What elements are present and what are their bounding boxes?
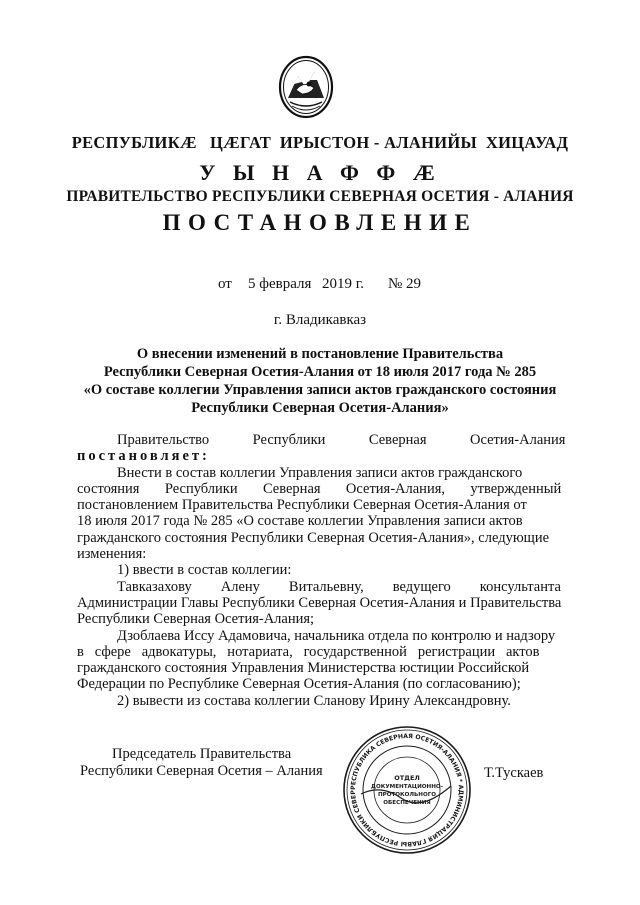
body-line: состояния Республики Северная Осетия-Алания, утвержденный (77, 480, 562, 497)
body-line: 18 июля 2017 года № 285 «О составе коллегии Управления записи актов (77, 513, 523, 530)
government-heading: ПРАВИТЕЛЬСТВО РЕСПУБЛИКИ СЕВЕРНАЯ ОСЕТИЯ - АЛАНИЯ (66, 188, 574, 205)
ossetian-decree-heading: У Ы Н А Ф Ф Æ (199, 160, 441, 185)
decree-title (0, 345, 640, 417)
decree-heading: ПОСТАНОВЛЕНИЕ (162, 210, 478, 235)
body-line: в сфере адвокатуры, нотариата, государственной регистрации актов (77, 643, 540, 660)
body-line: Внести в состав коллегии Управления записи актов гражданского (117, 464, 523, 481)
body-line: гражданского состояния Управления Министерства юстиции Российской (77, 660, 530, 677)
coat-of-arms-emblem (276, 54, 336, 120)
stamp-center-line-1: ОТДЕЛ (394, 774, 420, 782)
signatory-name: Т.Тускаев (484, 765, 544, 781)
stamp-center-line-4: ОБЕСПЕЧЕНИЯ (383, 800, 431, 806)
body-line: постановлением Правительства Республики Северная Осетия-Алания от (77, 497, 527, 514)
title-line-4: Республики Северная Осетия-Алания» (191, 400, 449, 416)
body-line: Правительство Республики Северная Осетия-Алания (117, 432, 566, 448)
body-line: Дзоблаева Иссу Адамовича, начальника отдела по контролю и надзору (117, 627, 556, 644)
body-line: гражданского состояния Республики Северная Осетия-Алания», следующие (77, 529, 550, 546)
body-line: Администрации Главы Республики Северная Осетия-Алания и Правительства (77, 594, 562, 611)
body-line: Федерации по Республике Северная Осетия-Алания (по согласованию); (77, 676, 521, 693)
title-line-2: Республики Северная Осетия-Алания от 18 июля 2017 года № 285 (103, 364, 537, 380)
ossetian-republic-heading: РЕСПУБЛИКÆ ЦÆГАТ ИРЫСТОН - АЛАНИЙЫ ХИЦАУАД (71, 133, 569, 152)
body-line: Тавказахову Алену Витальевну, ведущего консультанта (117, 578, 561, 595)
decree-number: № 29 (388, 276, 422, 292)
body-line: изменения: (77, 546, 147, 563)
signatory-position (80, 746, 323, 780)
date-prefix: от (218, 276, 232, 292)
list-item: 2) вывести из состава коллегии Сланову Ирину Александровну. (117, 692, 511, 709)
stamp-center-line-2: ДОКУМЕНТАЦИОННО- (371, 784, 443, 790)
list-item: 1) ввести в состав коллегии: (117, 562, 292, 579)
city-name: г. Владикавказ (273, 312, 367, 328)
body-line: Республики Северная Осетия-Алания; (77, 611, 315, 628)
decree-body (77, 432, 566, 709)
decree-year: 2019 г. (322, 276, 364, 292)
decree-date: 5 февраля (248, 276, 312, 292)
position-line-1: Председатель Правительства (112, 746, 292, 762)
position-line-2: Республики Северная Осетия – Алания (80, 763, 323, 779)
title-line-1: О внесении изменений в постановление Правительства (136, 346, 504, 362)
official-seal-stamp (341, 724, 473, 856)
title-line-3: «О составе коллегии Управления записи актов гражданского состояния (83, 382, 557, 398)
stamp-ring-text: РЕСПУБЛИКА СЕВЕРНАЯ ОСЕТИЯ-АЛАНИЯ * АДМИНИСТРАЦИЯ ГЛАВЫ РЕСПУБЛИКИ СЕВЕР (349, 732, 465, 848)
stamp-center-line-3: ПРОТОКОЛЬНОГО (377, 792, 437, 798)
resolves-word: постановляет: (77, 448, 210, 465)
